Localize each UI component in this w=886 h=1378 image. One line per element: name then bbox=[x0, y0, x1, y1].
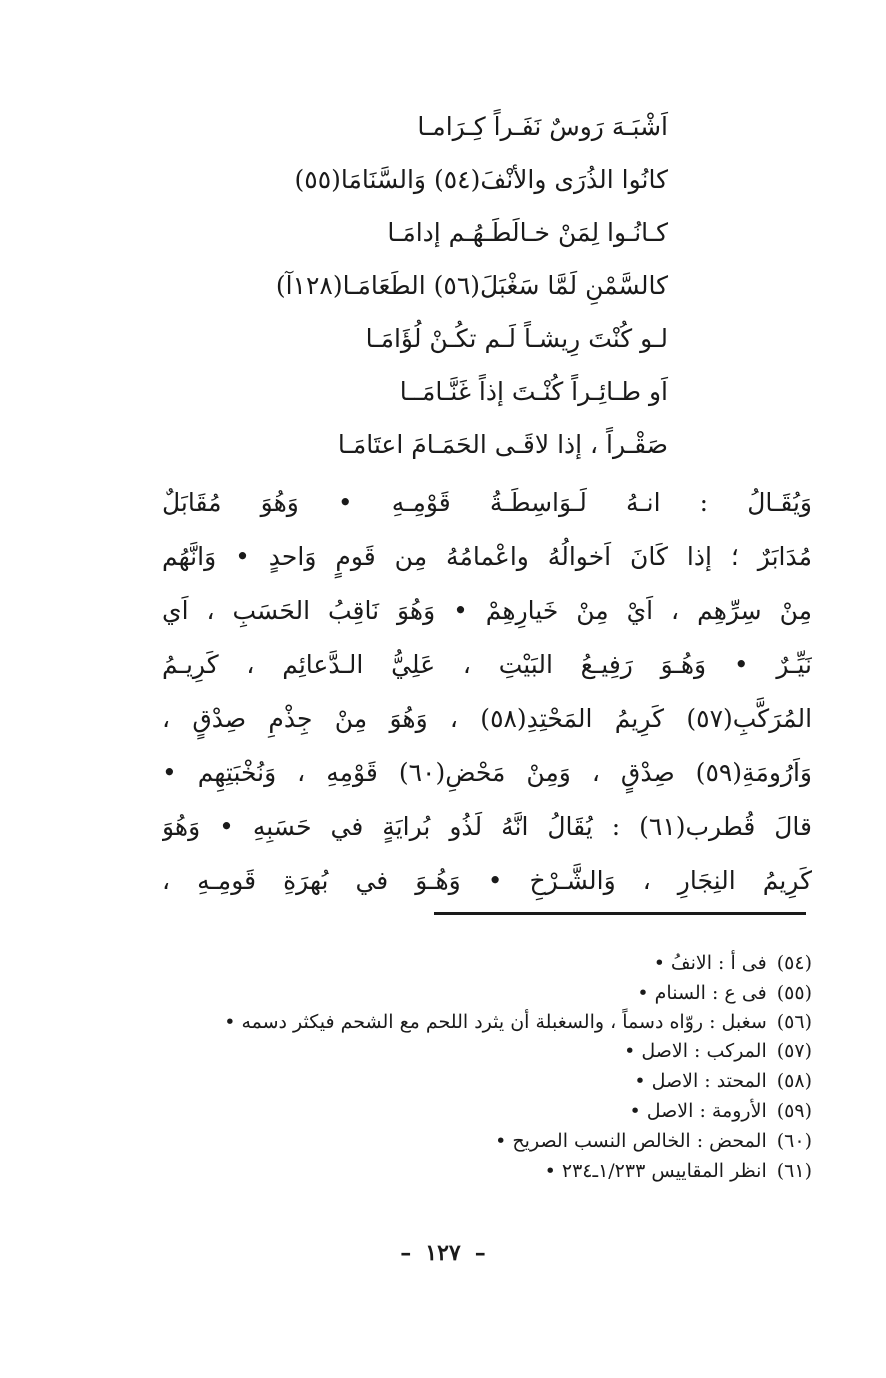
poem-verse: كـانُـوا لِمَنْ خـالَطَـهُـم إدامَـا bbox=[387, 218, 668, 247]
footnote-item bbox=[152, 1066, 812, 1096]
footnote-number: (٥٨) bbox=[776, 1070, 812, 1092]
prose-line: نَيِّـرٌ • وَهُـوَ رَفِيـعُ البَيْتِ ، عَلِيُّ الـدَّعائِم ، كَرِيـمُ bbox=[162, 650, 812, 679]
dash-decoration: – bbox=[474, 1240, 486, 1266]
poem-verse: اَشْبَـهَ رَوسٌ نَفَـراً كِـرَامـا bbox=[417, 112, 668, 141]
footnote-item bbox=[152, 1156, 812, 1186]
poem-verse: كانُوا الذُرَى والأنْفَ(٥٤) وَالسَّنَامَا(٥٥) bbox=[294, 165, 668, 194]
footnote-separator bbox=[434, 912, 806, 915]
footnote-text: سغبل : روّاه دسماً ، والسغبلة أن يثرد اللحم مع الشحم فيكثر دسمه • bbox=[224, 1011, 767, 1033]
footnote-number: (٥٥) bbox=[776, 982, 812, 1004]
poem-verse: صَقْـراً ، إذا لاقَـى الحَمَـامَ اعتَامَـا bbox=[337, 430, 668, 459]
footnote-number: (٥٩) bbox=[776, 1100, 812, 1122]
footnote-item bbox=[152, 978, 812, 1008]
footnote-item bbox=[152, 1126, 812, 1156]
prose-paragraph bbox=[162, 476, 812, 908]
prose-line: وَيُقَـالُ : انـهُ لَـوَاسِطَـةُ قَوْمِـهِ • وَهُوَ مُقَابَلٌ bbox=[162, 488, 812, 517]
footnote-number: (٦٠) bbox=[776, 1130, 812, 1152]
prose-line: كَرِيمُ النِجَارِ ، وَالشَّـرْخِ • وَهُـوَ في بُهرَةِ قَومِـهِ ، bbox=[162, 866, 812, 895]
footnote-item bbox=[152, 948, 812, 978]
prose-line: مُدَابَرٌ ؛ إذا كَانَ اَخوالُهُ واعْمامُهُ مِن قَومٍ وَاحدٍ • وَانَّهُم bbox=[162, 542, 812, 571]
poem-verse: كالسَّمْنِ لَمَّا سَغْبَلَ(٥٦) الطَعَامَـا(١٢٨آ) bbox=[275, 271, 668, 300]
footnote-text: فى ع : السنام • bbox=[637, 982, 767, 1004]
footnote-number: (٥٤) bbox=[776, 952, 812, 974]
footnote-text: الأرومة : الاصل • bbox=[629, 1100, 767, 1122]
footnote-item bbox=[152, 1008, 812, 1036]
footnote-text: المحض : الخالص النسب الصريح • bbox=[495, 1130, 767, 1152]
footnote-number: (٥٦) bbox=[776, 1011, 812, 1033]
footnote-text: انظر المقاييس ١/٢٣٣ـ٢٣٤ • bbox=[544, 1160, 767, 1182]
poem-verse: اَو طـائِـراً كُنْـتَ إذاً غَنَّـامَــا bbox=[399, 377, 668, 406]
poem-verses bbox=[228, 100, 668, 471]
footnote-text: المركب : الاصل • bbox=[624, 1040, 767, 1062]
footnote-text: فى أ : الانفُ • bbox=[653, 952, 767, 974]
dash-decoration: – bbox=[400, 1240, 412, 1266]
prose-line: قالَ قُطرب(٦١) : يُقَالُ انَّهُ لَذُو بُرايَةٍ في حَسَبِهِ • وَهُوَ bbox=[162, 812, 812, 841]
footnote-item bbox=[152, 1096, 812, 1126]
prose-line: مِنْ سِرِّهِم ، اَيْ مِنْ خَيارِهِمْ • وَهُوَ نَاقِبُ الحَسَبِ ، اَي bbox=[162, 596, 812, 625]
poem-verse: لـو كُنْتَ رِيشـاً لَـم تكُـنْ لُؤَامَـا bbox=[365, 324, 668, 353]
footnote-item bbox=[152, 1036, 812, 1066]
footnote-number: (٥٧) bbox=[776, 1040, 812, 1062]
page-number-value: ١٢٧ bbox=[425, 1240, 461, 1266]
prose-line: وَاَرُومَةِ(٥٩) صِدْقٍ ، وَمِنْ مَحْضِ(٦٠) قَوْمِهِ ، وَنُخْبَتِهِم • bbox=[162, 758, 812, 787]
footnotes bbox=[152, 948, 812, 1186]
footnote-number: (٦١) bbox=[776, 1160, 812, 1182]
page-number bbox=[0, 1240, 886, 1266]
prose-line: المُرَكَّبِ(٥٧) كَرِيمُ المَحْتِدِ(٥٨) ، وَهُوَ مِنْ جِذْمِ صِدْقٍ ، bbox=[162, 704, 812, 733]
footnote-text: المحتد : الاصل • bbox=[634, 1070, 767, 1092]
